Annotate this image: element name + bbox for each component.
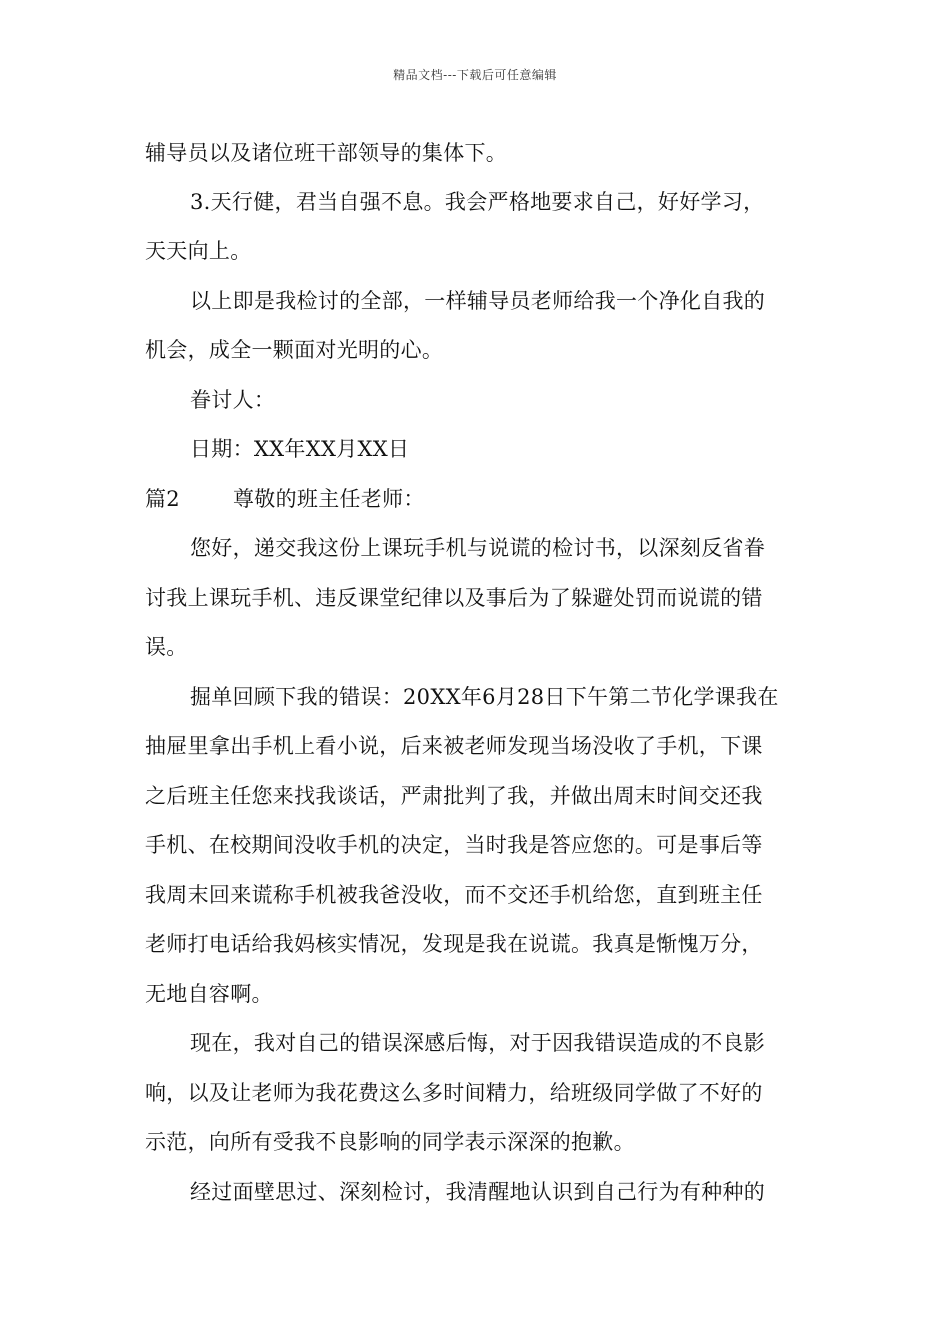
text-line: 手机、在校期间没收手机的决定，当时我是答应您的。可是事后等 <box>145 833 763 857</box>
text-line: 老师打电话给我妈核实情况，发现是我在说谎。我真是惭愧万分， <box>145 932 763 956</box>
text-line: 您好，递交我这份上课玩手机与说谎的检讨书，以深刻反省眷 <box>190 536 766 560</box>
text-line: 示范，向所有受我不良影响的同学表示深深的抱歉。 <box>145 1130 635 1154</box>
text-line: 天天向上。 <box>145 239 252 263</box>
text-line: 经过面壁思过、深刻检讨，我清醒地认识到自己行为有种种的 <box>190 1180 766 1204</box>
text-line: 现在，我对自己的错误深感后悔，对于因我错误造成的不良影 <box>190 1031 766 1055</box>
section-number: 篇2 <box>145 487 180 511</box>
text-line: 机会，成全一颗面对光明的心。 <box>145 338 444 362</box>
salutation: 尊敬的班主任老师： <box>233 487 425 511</box>
text-line: 我周末回来谎称手机被我爸没收，而不交还手机给您，直到班主任 <box>145 883 763 907</box>
text-line: 3.天行健，君当自强不息。我会严格地要求自己，好好学习， <box>190 190 765 214</box>
section-heading <box>145 485 425 513</box>
page-header: 精品文档---下载后可任意编辑 <box>393 68 557 82</box>
text-line: 以上即是我检讨的全部，一样辅导员老师给我一个净化自我的 <box>190 289 766 313</box>
text-line: 抽屉里拿出手机上看小说，后来被老师发现当场没收了手机，下课 <box>145 734 763 758</box>
text-line: 无地自容啊。 <box>145 982 273 1006</box>
text-line: 误。 <box>145 635 188 659</box>
text-line: 辅导员以及诸位班干部领导的集体下。 <box>145 141 508 165</box>
text-line: 讨我上课玩手机、违反课堂纪律以及事后为了躲避处罚而说谎的错 <box>145 586 763 610</box>
text-line: 响，以及让老师为我花费这么多时间精力，给班级同学做了不好的 <box>145 1081 763 1105</box>
text-line: 眷讨人： <box>190 388 276 412</box>
text-line: 日期：XX年XX月XX日 <box>190 437 410 461</box>
text-line: 掘单回顾下我的错误：20XX年6月28日下午第二节化学课我在 <box>190 685 779 709</box>
text-line: 之后班主任您来找我谈话，严肃批判了我，并做出周末时间交还我 <box>145 784 763 808</box>
